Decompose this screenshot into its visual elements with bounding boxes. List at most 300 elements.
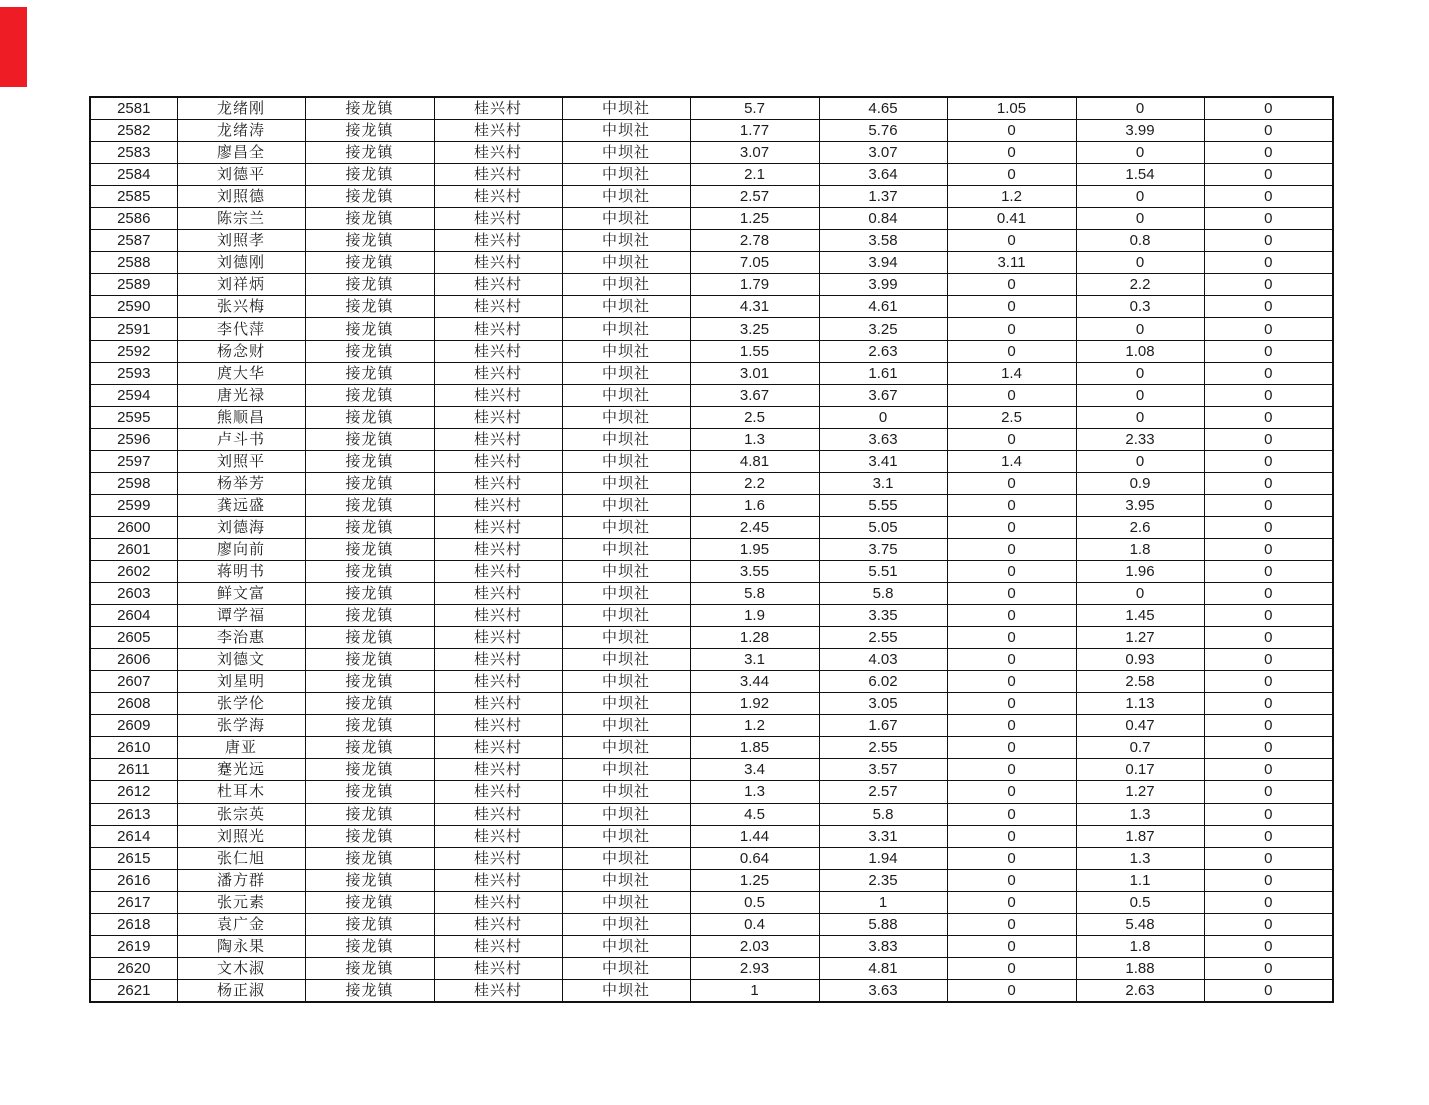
cell-value-3: 0: [947, 472, 1076, 494]
cell-name: 张宗英: [177, 803, 305, 825]
table-row: [90, 693, 1333, 715]
cell-value-2: 3.94: [819, 252, 947, 274]
cell-hamlet: 中坝社: [562, 208, 690, 230]
cell-hamlet: 中坝社: [562, 494, 690, 516]
cell-value-1: 5.7: [690, 97, 819, 120]
cell-value-4: 2.33: [1076, 428, 1204, 450]
cell-value-2: 5.76: [819, 120, 947, 142]
cell-value-3: 0: [947, 583, 1076, 605]
cell-hamlet: 中坝社: [562, 230, 690, 252]
cell-value-1: 2.2: [690, 472, 819, 494]
cell-name: 袁广金: [177, 913, 305, 935]
cell-id: 2612: [90, 781, 177, 803]
table-row: [90, 142, 1333, 164]
cell-town: 接龙镇: [305, 428, 434, 450]
cell-value-2: 2.57: [819, 781, 947, 803]
table-row: [90, 340, 1333, 362]
cell-hamlet: 中坝社: [562, 362, 690, 384]
cell-value-5: 0: [1204, 671, 1333, 693]
cell-value-2: 4.61: [819, 296, 947, 318]
cell-value-1: 5.8: [690, 583, 819, 605]
cell-value-4: 1.8: [1076, 935, 1204, 957]
table-row: [90, 803, 1333, 825]
cell-town: 接龙镇: [305, 142, 434, 164]
cell-value-4: 1.3: [1076, 847, 1204, 869]
cell-town: 接龙镇: [305, 164, 434, 186]
cell-value-4: 2.58: [1076, 671, 1204, 693]
cell-value-4: 0.3: [1076, 296, 1204, 318]
cell-town: 接龙镇: [305, 671, 434, 693]
table-row: [90, 671, 1333, 693]
cell-name: 熊顺昌: [177, 406, 305, 428]
cell-value-1: 2.1: [690, 164, 819, 186]
cell-town: 接龙镇: [305, 825, 434, 847]
table-row: [90, 847, 1333, 869]
cell-value-4: 1.96: [1076, 561, 1204, 583]
cell-village: 桂兴村: [434, 340, 562, 362]
cell-value-5: 0: [1204, 913, 1333, 935]
cell-value-4: 0: [1076, 384, 1204, 406]
table-row: [90, 186, 1333, 208]
cell-village: 桂兴村: [434, 781, 562, 803]
cell-value-3: 0: [947, 649, 1076, 671]
cell-value-3: 2.5: [947, 406, 1076, 428]
table-row: [90, 318, 1333, 340]
cell-town: 接龙镇: [305, 362, 434, 384]
cell-value-1: 2.5: [690, 406, 819, 428]
cell-value-5: 0: [1204, 979, 1333, 1002]
cell-hamlet: 中坝社: [562, 384, 690, 406]
cell-town: 接龙镇: [305, 538, 434, 560]
cell-value-3: 1.4: [947, 450, 1076, 472]
cell-value-1: 0.5: [690, 891, 819, 913]
cell-value-1: 1.25: [690, 208, 819, 230]
cell-value-1: 1.9: [690, 605, 819, 627]
cell-value-3: 0: [947, 494, 1076, 516]
cell-town: 接龙镇: [305, 120, 434, 142]
cell-value-1: 1.55: [690, 340, 819, 362]
cell-value-3: 3.11: [947, 252, 1076, 274]
cell-town: 接龙镇: [305, 715, 434, 737]
cell-town: 接龙镇: [305, 693, 434, 715]
cell-value-3: 0: [947, 561, 1076, 583]
cell-value-2: 1.94: [819, 847, 947, 869]
cell-id: 2602: [90, 561, 177, 583]
cell-id: 2609: [90, 715, 177, 737]
cell-town: 接龙镇: [305, 737, 434, 759]
cell-name: 刘照孝: [177, 230, 305, 252]
cell-value-5: 0: [1204, 935, 1333, 957]
cell-value-3: 0: [947, 120, 1076, 142]
cell-value-5: 0: [1204, 627, 1333, 649]
cell-value-2: 5.51: [819, 561, 947, 583]
cell-village: 桂兴村: [434, 230, 562, 252]
cell-village: 桂兴村: [434, 671, 562, 693]
cell-value-2: 6.02: [819, 671, 947, 693]
cell-value-5: 0: [1204, 494, 1333, 516]
cell-value-1: 0.4: [690, 913, 819, 935]
cell-id: 2611: [90, 759, 177, 781]
cell-village: 桂兴村: [434, 186, 562, 208]
cell-town: 接龙镇: [305, 296, 434, 318]
cell-value-1: 3.4: [690, 759, 819, 781]
cell-value-2: 3.83: [819, 935, 947, 957]
cell-name: 刘照光: [177, 825, 305, 847]
cell-name: 谭学福: [177, 605, 305, 627]
cell-value-1: 1.77: [690, 120, 819, 142]
table-row: [90, 274, 1333, 296]
cell-town: 接龙镇: [305, 979, 434, 1002]
cell-hamlet: 中坝社: [562, 428, 690, 450]
cell-value-2: 3.57: [819, 759, 947, 781]
cell-id: 2589: [90, 274, 177, 296]
table-row: [90, 605, 1333, 627]
cell-village: 桂兴村: [434, 979, 562, 1002]
cell-hamlet: 中坝社: [562, 715, 690, 737]
cell-town: 接龙镇: [305, 472, 434, 494]
cell-hamlet: 中坝社: [562, 759, 690, 781]
cell-village: 桂兴村: [434, 737, 562, 759]
cell-id: 2601: [90, 538, 177, 560]
cell-value-1: 1.28: [690, 627, 819, 649]
cell-value-3: 0.41: [947, 208, 1076, 230]
cell-town: 接龙镇: [305, 97, 434, 120]
cell-id: 2620: [90, 957, 177, 979]
cell-value-3: 0: [947, 847, 1076, 869]
cell-id: 2591: [90, 318, 177, 340]
cell-hamlet: 中坝社: [562, 913, 690, 935]
cell-value-5: 0: [1204, 561, 1333, 583]
table-row: [90, 715, 1333, 737]
cell-name: 李治惠: [177, 627, 305, 649]
cell-hamlet: 中坝社: [562, 891, 690, 913]
cell-value-5: 0: [1204, 583, 1333, 605]
cell-hamlet: 中坝社: [562, 649, 690, 671]
cell-value-1: 1.2: [690, 715, 819, 737]
cell-value-1: 1.44: [690, 825, 819, 847]
cell-value-2: 3.07: [819, 142, 947, 164]
cell-value-5: 0: [1204, 428, 1333, 450]
cell-value-3: 0: [947, 979, 1076, 1002]
cell-town: 接龙镇: [305, 957, 434, 979]
cell-value-5: 0: [1204, 693, 1333, 715]
cell-name: 鲜文富: [177, 583, 305, 605]
cell-hamlet: 中坝社: [562, 516, 690, 538]
cell-id: 2604: [90, 605, 177, 627]
cell-value-4: 1.8: [1076, 538, 1204, 560]
cell-village: 桂兴村: [434, 120, 562, 142]
cell-hamlet: 中坝社: [562, 406, 690, 428]
table-row: [90, 583, 1333, 605]
cell-id: 2583: [90, 142, 177, 164]
cell-town: 接龙镇: [305, 252, 434, 274]
cell-town: 接龙镇: [305, 781, 434, 803]
cell-name: 陶永果: [177, 935, 305, 957]
cell-hamlet: 中坝社: [562, 340, 690, 362]
data-table: [89, 96, 1334, 1003]
cell-value-1: 2.93: [690, 957, 819, 979]
cell-value-1: 4.5: [690, 803, 819, 825]
cell-value-5: 0: [1204, 605, 1333, 627]
cell-value-3: 0: [947, 935, 1076, 957]
cell-value-3: 0: [947, 913, 1076, 935]
cell-id: 2587: [90, 230, 177, 252]
cell-value-5: 0: [1204, 891, 1333, 913]
cell-value-3: 0: [947, 164, 1076, 186]
cell-value-3: 0: [947, 340, 1076, 362]
cell-value-5: 0: [1204, 450, 1333, 472]
cell-hamlet: 中坝社: [562, 274, 690, 296]
cell-value-3: 0: [947, 230, 1076, 252]
cell-value-5: 0: [1204, 186, 1333, 208]
cell-id: 2616: [90, 869, 177, 891]
cell-hamlet: 中坝社: [562, 869, 690, 891]
cell-value-1: 4.81: [690, 450, 819, 472]
table-row: [90, 627, 1333, 649]
cell-value-2: 3.1: [819, 472, 947, 494]
cell-hamlet: 中坝社: [562, 627, 690, 649]
cell-value-5: 0: [1204, 825, 1333, 847]
cell-value-4: 1.27: [1076, 781, 1204, 803]
cell-village: 桂兴村: [434, 538, 562, 560]
cell-id: 2599: [90, 494, 177, 516]
cell-village: 桂兴村: [434, 627, 562, 649]
table-row: [90, 428, 1333, 450]
cell-id: 2585: [90, 186, 177, 208]
cell-id: 2590: [90, 296, 177, 318]
table-row: [90, 781, 1333, 803]
table-row: [90, 737, 1333, 759]
table-row: [90, 164, 1333, 186]
cell-name: 廖向前: [177, 538, 305, 560]
cell-value-1: 3.25: [690, 318, 819, 340]
cell-value-4: 2.2: [1076, 274, 1204, 296]
cell-value-2: 3.58: [819, 230, 947, 252]
cell-value-4: 0: [1076, 252, 1204, 274]
cell-value-5: 0: [1204, 803, 1333, 825]
cell-name: 杨举芳: [177, 472, 305, 494]
table-row: [90, 957, 1333, 979]
cell-village: 桂兴村: [434, 318, 562, 340]
cell-value-4: 3.95: [1076, 494, 1204, 516]
cell-value-2: 5.88: [819, 913, 947, 935]
cell-hamlet: 中坝社: [562, 605, 690, 627]
cell-value-2: 1.61: [819, 362, 947, 384]
cell-value-2: 3.75: [819, 538, 947, 560]
cell-name: 张仁旭: [177, 847, 305, 869]
cell-village: 桂兴村: [434, 296, 562, 318]
cell-town: 接龙镇: [305, 208, 434, 230]
cell-value-3: 0: [947, 516, 1076, 538]
cell-village: 桂兴村: [434, 208, 562, 230]
table-row: [90, 516, 1333, 538]
cell-value-5: 0: [1204, 737, 1333, 759]
cell-id: 2582: [90, 120, 177, 142]
cell-name: 唐亚: [177, 737, 305, 759]
table-row: [90, 979, 1333, 1002]
table-row: [90, 362, 1333, 384]
cell-name: 廖昌全: [177, 142, 305, 164]
cell-value-5: 0: [1204, 230, 1333, 252]
cell-value-4: 1.1: [1076, 869, 1204, 891]
cell-value-3: 1.05: [947, 97, 1076, 120]
cell-name: 龙绪涛: [177, 120, 305, 142]
cell-value-3: 0: [947, 715, 1076, 737]
cell-value-2: 3.63: [819, 428, 947, 450]
table-row: [90, 759, 1333, 781]
cell-id: 2613: [90, 803, 177, 825]
cell-value-5: 0: [1204, 362, 1333, 384]
cell-name: 卢斗书: [177, 428, 305, 450]
cell-hamlet: 中坝社: [562, 561, 690, 583]
cell-town: 接龙镇: [305, 605, 434, 627]
cell-town: 接龙镇: [305, 913, 434, 935]
cell-village: 桂兴村: [434, 494, 562, 516]
cell-value-3: 0: [947, 142, 1076, 164]
cell-name: 李代萍: [177, 318, 305, 340]
cell-hamlet: 中坝社: [562, 737, 690, 759]
table-row: [90, 450, 1333, 472]
cell-name: 文木淑: [177, 957, 305, 979]
cell-value-4: 3.99: [1076, 120, 1204, 142]
cell-value-2: 1.37: [819, 186, 947, 208]
cell-value-2: 0.84: [819, 208, 947, 230]
cell-value-1: 2.03: [690, 935, 819, 957]
cell-village: 桂兴村: [434, 164, 562, 186]
cell-value-1: 4.31: [690, 296, 819, 318]
cell-value-5: 0: [1204, 274, 1333, 296]
cell-value-2: 5.8: [819, 803, 947, 825]
cell-value-4: 0.9: [1076, 472, 1204, 494]
cell-name: 刘照平: [177, 450, 305, 472]
cell-village: 桂兴村: [434, 869, 562, 891]
cell-town: 接龙镇: [305, 516, 434, 538]
cell-value-1: 1.3: [690, 428, 819, 450]
cell-village: 桂兴村: [434, 516, 562, 538]
cell-value-3: 0: [947, 605, 1076, 627]
cell-name: 龙绪刚: [177, 97, 305, 120]
cell-id: 2606: [90, 649, 177, 671]
cell-value-3: 1.2: [947, 186, 1076, 208]
cell-value-4: 0: [1076, 362, 1204, 384]
cell-value-4: 5.48: [1076, 913, 1204, 935]
cell-value-4: 0: [1076, 450, 1204, 472]
cell-id: 2603: [90, 583, 177, 605]
table-row: [90, 891, 1333, 913]
table-row: [90, 208, 1333, 230]
cell-value-3: 0: [947, 781, 1076, 803]
cell-name: 刘德平: [177, 164, 305, 186]
cell-name: 杨念财: [177, 340, 305, 362]
cell-value-2: 1.67: [819, 715, 947, 737]
cell-value-1: 2.57: [690, 186, 819, 208]
cell-town: 接龙镇: [305, 649, 434, 671]
table-row: [90, 472, 1333, 494]
cell-value-5: 0: [1204, 120, 1333, 142]
cell-hamlet: 中坝社: [562, 935, 690, 957]
cell-name: 刘祥炳: [177, 274, 305, 296]
cell-id: 2593: [90, 362, 177, 384]
cell-value-2: 3.63: [819, 979, 947, 1002]
cell-village: 桂兴村: [434, 384, 562, 406]
table-row: [90, 869, 1333, 891]
cell-hamlet: 中坝社: [562, 538, 690, 560]
cell-village: 桂兴村: [434, 715, 562, 737]
table-row: [90, 494, 1333, 516]
table-body: [90, 97, 1333, 1002]
cell-town: 接龙镇: [305, 274, 434, 296]
cell-id: 2610: [90, 737, 177, 759]
cell-value-3: 0: [947, 869, 1076, 891]
cell-value-4: 0: [1076, 208, 1204, 230]
cell-value-2: 3.25: [819, 318, 947, 340]
cell-village: 桂兴村: [434, 957, 562, 979]
cell-id: 2586: [90, 208, 177, 230]
cell-value-4: 0: [1076, 318, 1204, 340]
cell-value-1: 3.55: [690, 561, 819, 583]
cell-value-4: 0: [1076, 583, 1204, 605]
cell-hamlet: 中坝社: [562, 781, 690, 803]
cell-value-2: 4.81: [819, 957, 947, 979]
cell-village: 桂兴村: [434, 693, 562, 715]
cell-village: 桂兴村: [434, 583, 562, 605]
cell-id: 2618: [90, 913, 177, 935]
cell-hamlet: 中坝社: [562, 671, 690, 693]
table-row: [90, 538, 1333, 560]
table-row: [90, 913, 1333, 935]
cell-town: 接龙镇: [305, 561, 434, 583]
cell-hamlet: 中坝社: [562, 583, 690, 605]
cell-id: 2595: [90, 406, 177, 428]
cell-town: 接龙镇: [305, 759, 434, 781]
cell-value-4: 1.87: [1076, 825, 1204, 847]
cell-village: 桂兴村: [434, 97, 562, 120]
red-annotation-marker: [0, 7, 27, 87]
cell-value-4: 0.93: [1076, 649, 1204, 671]
cell-value-5: 0: [1204, 142, 1333, 164]
cell-id: 2608: [90, 693, 177, 715]
cell-value-3: 0: [947, 428, 1076, 450]
cell-id: 2605: [90, 627, 177, 649]
cell-value-3: 0: [947, 825, 1076, 847]
cell-name: 庹大华: [177, 362, 305, 384]
cell-value-2: 4.03: [819, 649, 947, 671]
table-row: [90, 230, 1333, 252]
cell-value-5: 0: [1204, 340, 1333, 362]
cell-value-5: 0: [1204, 164, 1333, 186]
cell-value-2: 5.05: [819, 516, 947, 538]
cell-village: 桂兴村: [434, 649, 562, 671]
cell-value-1: 3.44: [690, 671, 819, 693]
cell-id: 2600: [90, 516, 177, 538]
cell-hamlet: 中坝社: [562, 472, 690, 494]
cell-name: 潘方群: [177, 869, 305, 891]
cell-name: 刘德刚: [177, 252, 305, 274]
cell-name: 刘星明: [177, 671, 305, 693]
cell-value-5: 0: [1204, 869, 1333, 891]
cell-hamlet: 中坝社: [562, 296, 690, 318]
cell-value-5: 0: [1204, 472, 1333, 494]
cell-value-2: 3.67: [819, 384, 947, 406]
cell-value-2: 3.64: [819, 164, 947, 186]
cell-value-2: 3.05: [819, 693, 947, 715]
cell-value-4: 1.13: [1076, 693, 1204, 715]
cell-value-3: 0: [947, 274, 1076, 296]
cell-name: 张兴梅: [177, 296, 305, 318]
cell-value-5: 0: [1204, 538, 1333, 560]
cell-value-2: 3.41: [819, 450, 947, 472]
cell-value-1: 3.67: [690, 384, 819, 406]
